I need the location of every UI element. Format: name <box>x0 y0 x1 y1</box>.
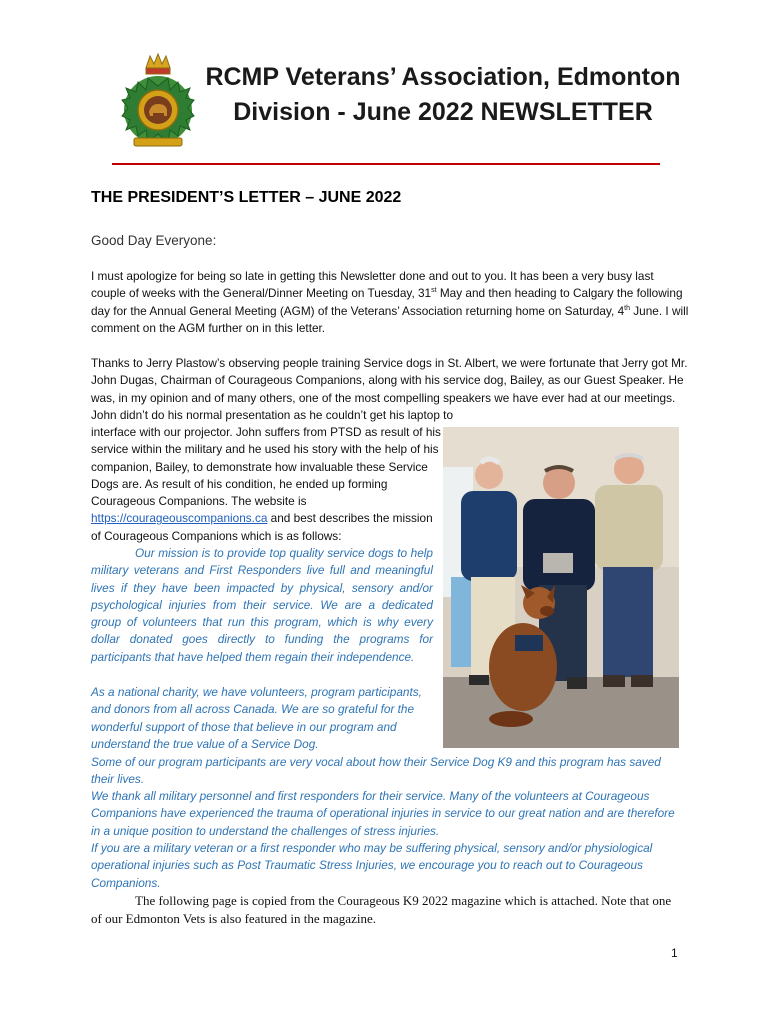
paragraph-2-side-a: interface with our projector. John suffers from PTSD as result of his service within the military and he used his story with the help of his companion, Bailey, to demonstrate how invaluable these Service Dogs are. As result of his condition, he ended up forming Courageous Companions. The website is <box>91 425 441 509</box>
newsletter-title <box>200 60 686 130</box>
page-number: 1 <box>671 946 678 960</box>
website-link[interactable]: https://courageouscompanions.ca <box>91 511 268 526</box>
paragraph-2-side <box>91 424 441 545</box>
paragraph-1-part-a: I must apologize for being so late in getting this Newsletter done and out to you. It has been a very busy last couple of weeks with the General/Dinner Meeting on Tuesday, 31 <box>91 269 654 301</box>
closing-text: The following page is copied from the Courageous K9 2022 magazine which is attached. Note that one of our Edmonton Vets is also featured in the magazine. <box>91 893 672 926</box>
ordinal-th: th <box>624 304 630 312</box>
paragraph-1-part-c: June. I will comment on the AGM further on in this letter. <box>91 303 689 335</box>
group-photo-with-service-dog <box>443 427 679 748</box>
title-line-1: RCMP Veterans’ Association, Edmonton <box>205 63 681 91</box>
header-divider <box>112 163 660 165</box>
mission-paragraph-5: If you are a military veteran or a first responder who may be suffering physical, sensory and/or physiological operational injuries such as Post Traumatic Stress Injuries, we encourage you to reach out to Courageous Companions. <box>91 841 653 890</box>
rcmp-crest-logo <box>120 52 196 152</box>
mission-paragraph-2: As a national charity, we have volunteers, program participants, and donors from all across Canada. We are so grateful for the wonderful support of those that believe in our program and understand the true value of a Service Dog. <box>91 685 422 751</box>
closing-paragraph <box>91 892 681 928</box>
paragraph-2-top: Thanks to Jerry Plastow’s observing people training Service dogs in St. Albert, we were fortunate that Jerry got Mr. John Dugas, Chairman of Courageous Companions, along with his service dog, Bailey, as our Guest Speaker. He was, in my opinion and of many others, one of the most compelling speakers we have ever had at our meetings. John didn’t do his normal presentation as he couldn’t get his laptop to <box>91 356 688 422</box>
paragraph-1-part-b: May and then heading to Calgary the following day for the Annual General Meeting (AGM) of the Veterans’ Association returning home on Saturday, 4 <box>91 286 683 318</box>
section-heading: THE PRESIDENT’S LETTER – JUNE 2022 <box>91 189 402 206</box>
greeting: Good Day Everyone: <box>91 233 217 248</box>
mission-paragraph-3: Some of our program participants are very vocal about how their Service Dog K9 and this program has saved their lives. <box>91 755 661 787</box>
paragraph-2-side-b: and best describes the mission of Courageous Companions which is as follows: <box>91 511 433 543</box>
mission-paragraph-1 <box>91 545 433 666</box>
paragraph-1 <box>91 268 691 337</box>
title-line-2: Division - June 2022 NEWSLETTER <box>233 98 653 126</box>
mission-paragraph-1-text: Our mission is to provide top quality service dogs to help military veterans and First Responders live full and meaningful lives if they have been impacted by physical, sensory and/or psychological injuries from their service. We are a dedicated group of volunteers that run this program, which is why every dollar donated goes directly to funding the programs for participants that have helped them regain their independence. <box>91 546 433 664</box>
mission-paragraph-4: We thank all military personnel and first responders for their service. Many of the volunteers at Courageous Companions have experienced the trauma of operational injuries in service to our great nation and are therefore in a unique position to understand the challenges of stress injuries. <box>91 789 675 838</box>
ordinal-st: st <box>431 287 437 295</box>
